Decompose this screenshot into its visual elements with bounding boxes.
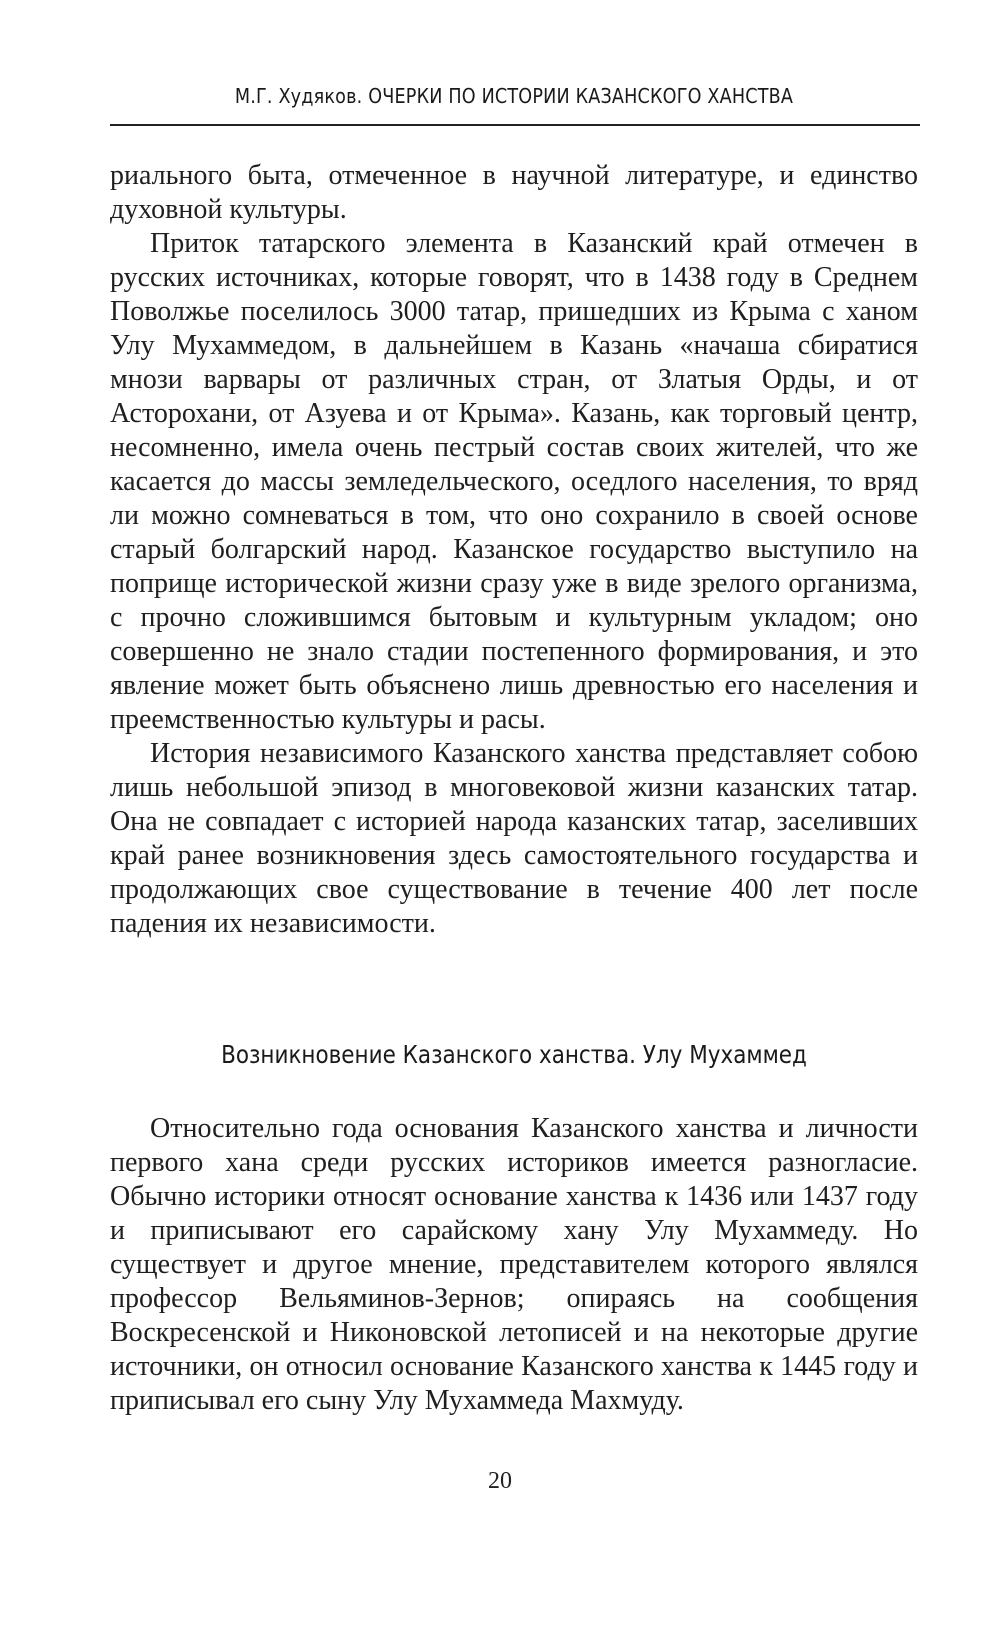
page-number: 20: [488, 1468, 512, 1494]
paragraph-khanate-history: История независимого Казанского ханства представляет собою лишь небольшой эпизод в многовековой жизни казанских татар. Она не совпадает с историей народа казанских татар, заселивших край ранее возникновения здесь самостоятельного государства и продолжающих свое существование в течение 400 лет после падения их независимости.: [110, 738, 918, 939]
header-rule: [110, 124, 920, 126]
paragraph-continuation: риального быта, отмеченное в научной литературе, и единство духовной культуры.: [110, 160, 918, 225]
running-head: М.Г. Худяков. ОЧЕРКИ ПО ИСТОРИИ КАЗАНСКОГО ХАНСТВА: [234, 84, 794, 108]
text-block-bottom: [110, 1112, 918, 1418]
section-heading: Возникновение Казанского ханства. Улу Мухаммед: [221, 1040, 807, 1069]
paragraph-tatar-influx: Приток татарского элемента в Казанский край отмечен в русских источниках, которые говорят, что в 1438 году в Среднем Поволжье поселилось 3000 татар, пришедших из Крыма с ханом Улу Мухаммедом, в дальнейшем в Казань «начаша сбиратися мнози варвары от различных стран, от Златыя Орды, и от Асторохани, от Азуева и от Крыма». Казань, как торговый центр, несомненно, имела очень пестрый состав своих жителей, что же касается до массы земледельческого, оседлого населения, то вряд ли можно сомневаться в том, что оно сохранило в своей основе старый болгарский народ. Казанское государство выступило на поприще исторической жизни сразу уже в виде зрелого организма, с прочно сложившимся бытовым и культурным укладом; оно совершенно не знало стадии постепенного формирования, и это явление может быть объяснено лишь древностью его населения и преемственностью культуры и расы.: [110, 228, 918, 735]
paragraph-founding-date: Относительно года основания Казанского ханства и личности первого хана среди русских историков имеется разногласие. Обычно историки относят основание ханства к 1436 или 1437 году и приписывают его сарайскому хану Улу Мухаммеду. Но существует и другое мнение, представителем которого являлся профессор Вельяминов-Зернов; опираясь на сообщения Воскресенской и Никоновской летописей и на некоторые другие источники, он относил основание Казанского ханства к 1445 году и приписывал его сыну Улу Мухаммеда Махмуду.: [110, 1113, 918, 1416]
text-block-top: [110, 159, 918, 941]
